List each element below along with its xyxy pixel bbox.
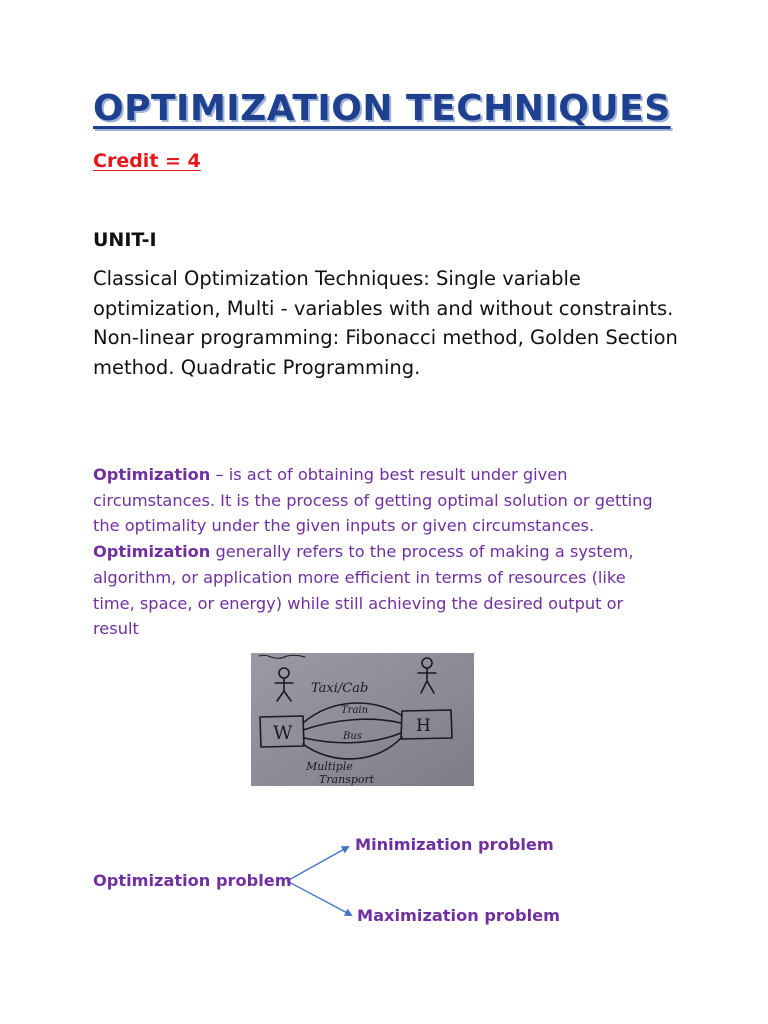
arrow-to-maximization xyxy=(287,881,351,915)
tree-branch-maximization: Maximization problem xyxy=(357,906,561,925)
definition-line: algorithm, or application more efficient in terms of resources (like xyxy=(93,567,626,587)
definition-text: – is act of obtaining best result under given xyxy=(210,465,568,484)
definition-line: the optimality under the given inputs or given circumstances. xyxy=(93,516,595,536)
sketch-destination-box: H xyxy=(416,716,431,736)
definition-term: Optimization xyxy=(93,465,211,484)
sketch-caption-bottom: Multiple xyxy=(306,760,353,773)
definition-line: time, space, or energy) while still achieving the desired output or xyxy=(93,593,624,613)
syllabus-paragraph xyxy=(93,264,693,382)
definition-text: generally refers to the process of making a system, xyxy=(210,542,634,562)
definition-line xyxy=(93,539,713,565)
transport-sketch-photo xyxy=(251,653,474,786)
credit-label: Credit = 4 xyxy=(93,150,201,172)
syllabus-line: optimization, Multi - variables with and without constraints. xyxy=(93,296,674,320)
problem-tree xyxy=(0,820,768,940)
sketch-route-middle: Train xyxy=(341,705,369,716)
syllabus-line: Classical Optimization Techniques: Single variable xyxy=(93,267,581,290)
sketch-caption-bottom: Transport xyxy=(319,773,375,786)
page-title: OPTIMIZATION TECHNIQUES xyxy=(93,88,671,129)
sketch-caption-top: Taxi/Cab xyxy=(311,681,369,696)
definition-line: circumstances. It is the process of getting optimal solution or getting xyxy=(93,490,653,510)
definition-line: result xyxy=(93,619,139,639)
sketch-origin-box: W xyxy=(273,722,293,744)
definition-term: Optimization xyxy=(93,542,211,562)
tree-branch-minimization: Minimization problem xyxy=(355,835,554,854)
tree-root-label: Optimization problem xyxy=(93,871,292,890)
syllabus-line: Non-linear programming: Fibonacci method, Golden Section xyxy=(93,326,678,349)
sketch-route-lower: Bus xyxy=(343,731,362,742)
syllabus-line: method. Quadratic Programming. xyxy=(93,355,421,379)
arrow-to-minimization xyxy=(287,847,348,881)
definition-paragraph xyxy=(93,462,713,642)
definition-line xyxy=(93,462,713,488)
unit-heading: UNIT-I xyxy=(93,229,157,251)
